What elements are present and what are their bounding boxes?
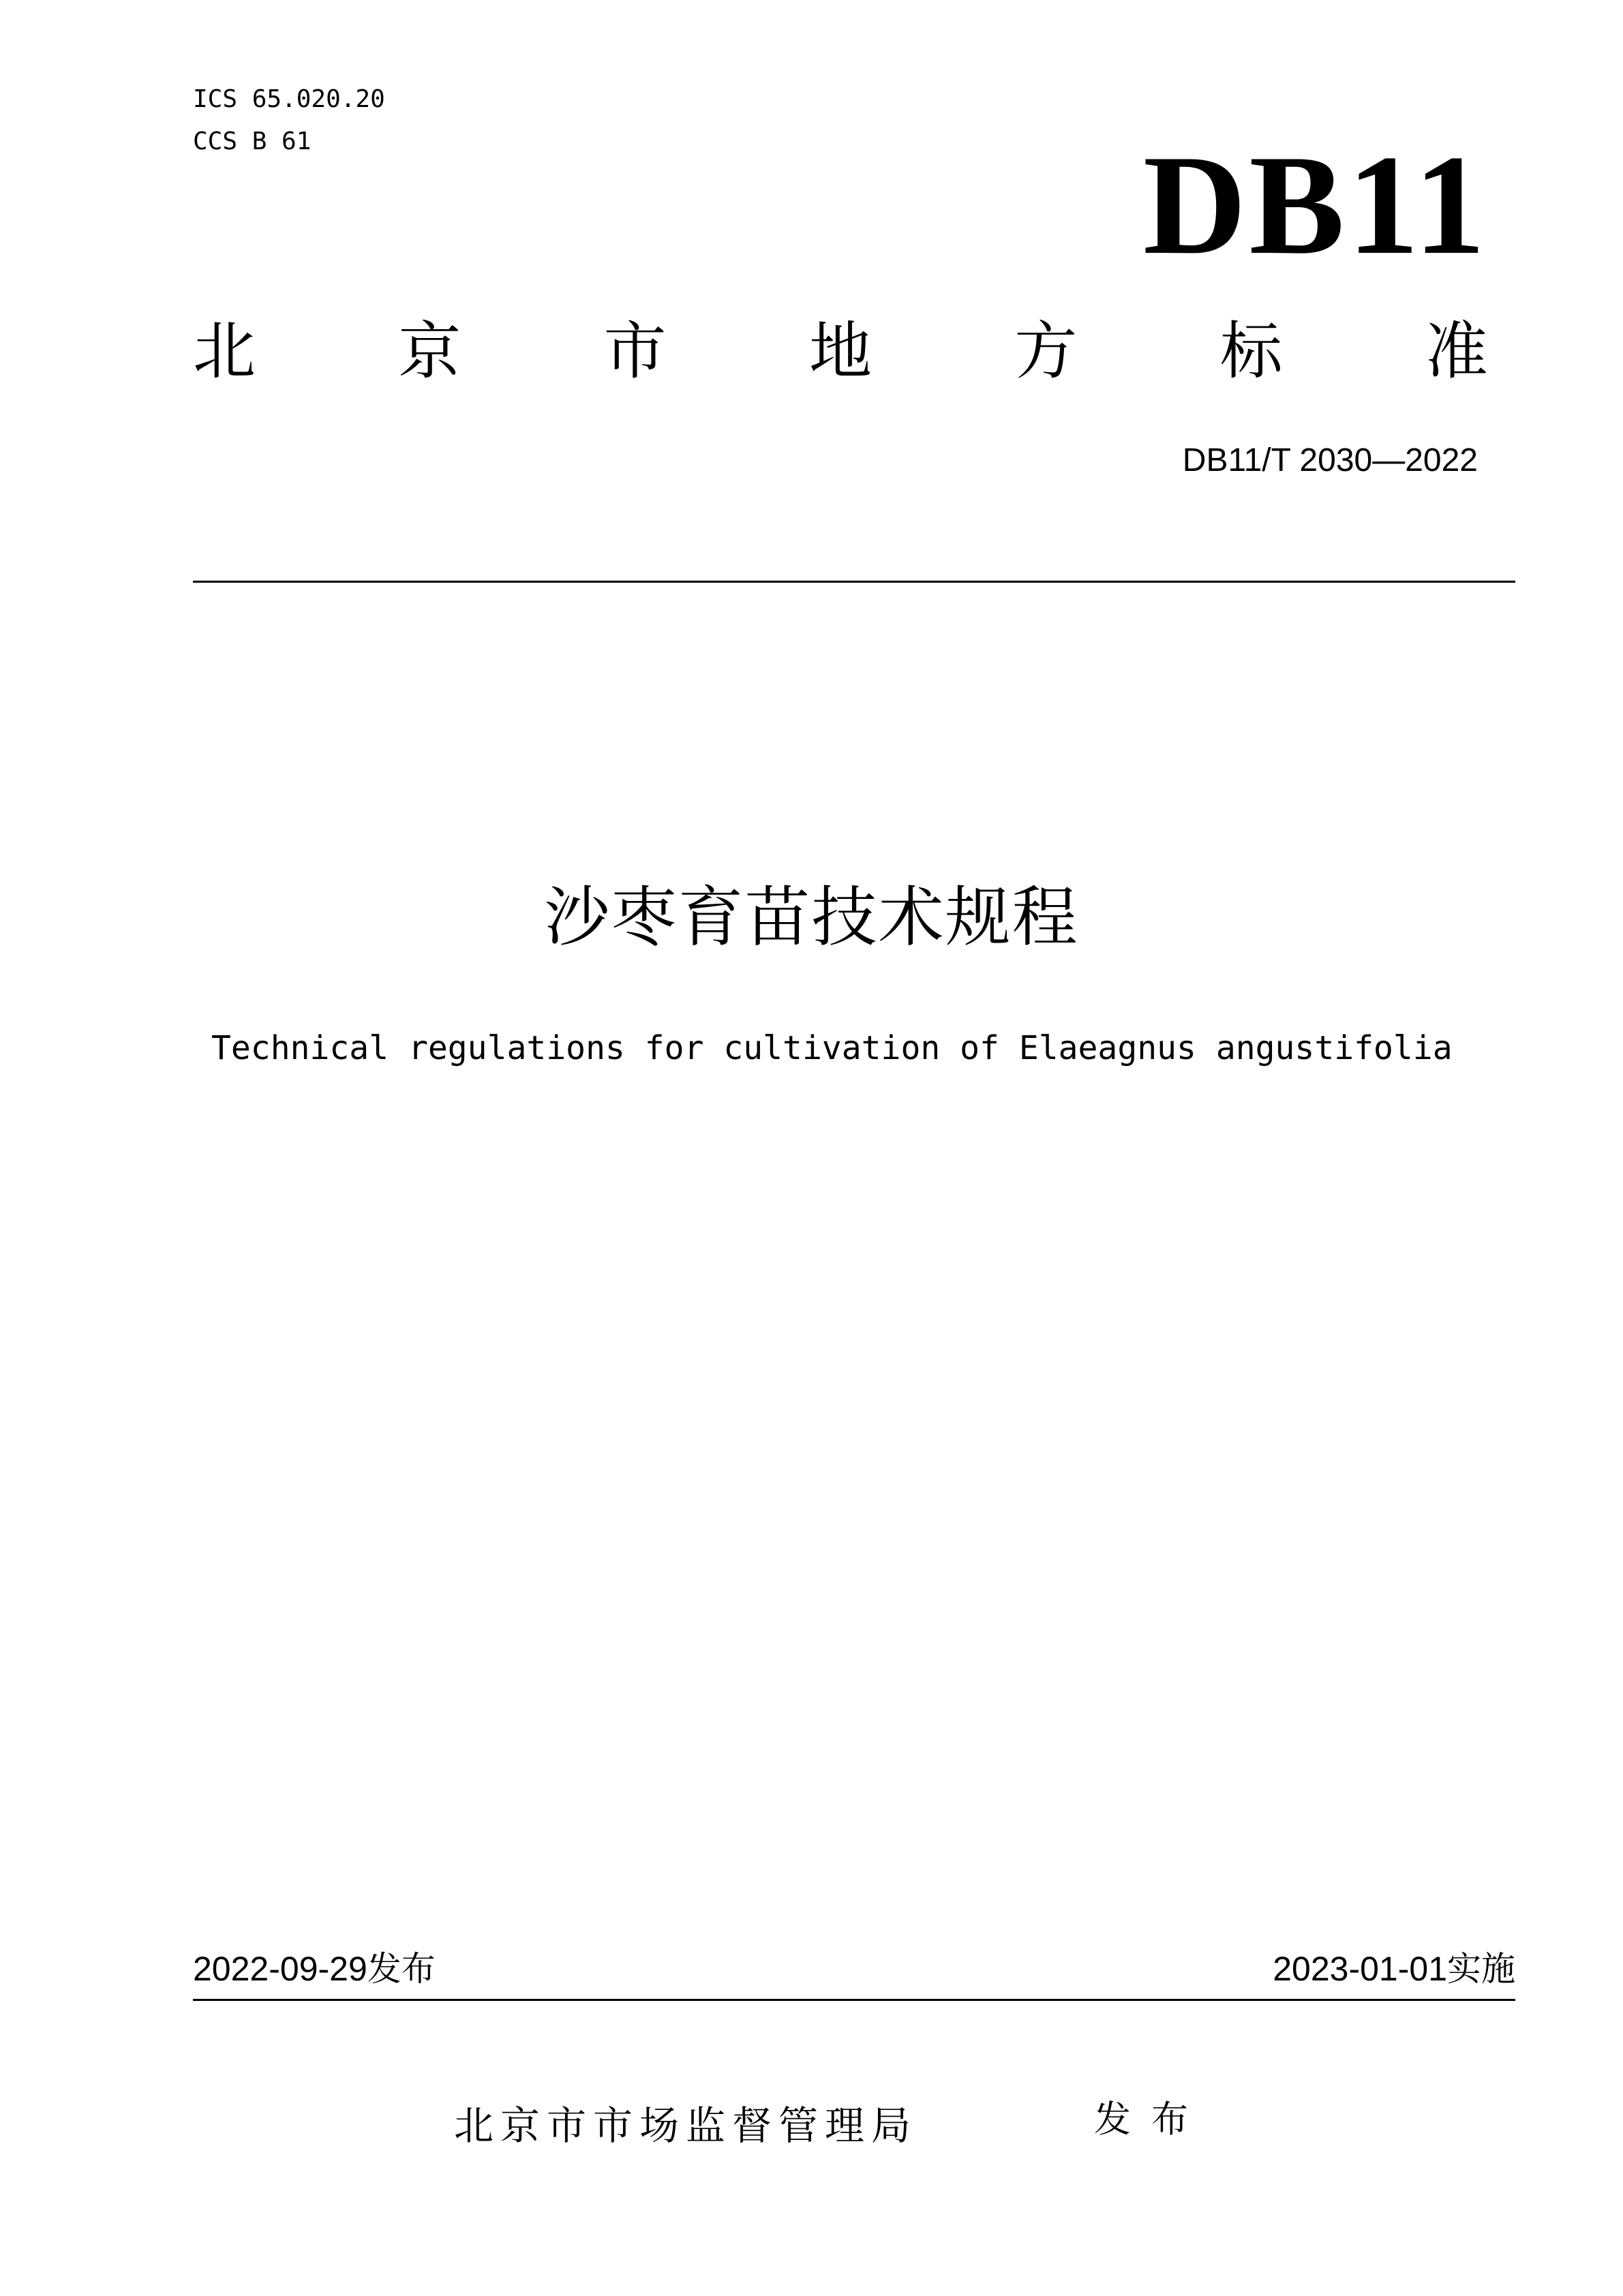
standard-type-char: 地	[808, 315, 872, 388]
issue-date: 2022-09-29	[193, 1950, 367, 1988]
standard-type-char: 方	[1014, 315, 1078, 388]
standard-type-char: 北	[193, 315, 256, 388]
issuing-action: 发布	[1094, 2098, 1209, 2141]
issue-date-line	[193, 1949, 436, 1989]
document-title-zh: 沙枣育苗技术规程	[544, 879, 1079, 955]
issue-label: 发布	[367, 1949, 436, 1989]
standard-type-heading	[193, 315, 1488, 388]
standard-type-char: 标	[1219, 315, 1283, 388]
implementation-date: 2023-01-01	[1273, 1950, 1447, 1988]
implementation-label: 实施	[1447, 1949, 1515, 1989]
standard-mark: DB11	[1142, 126, 1488, 284]
standard-number: DB11/T 2030—2022	[1182, 442, 1478, 478]
document-title-en: Technical regulations for cultivation of Elaeagnus angustifolia	[211, 1029, 1453, 1067]
header-divider	[193, 581, 1515, 583]
standard-type-char: 准	[1425, 315, 1488, 388]
issuing-authority: 北京市市场监督管理局	[454, 2102, 918, 2149]
standard-type-char: 京	[398, 315, 461, 388]
ccs-code: CCS B 61	[193, 127, 312, 155]
standard-type-char: 市	[603, 315, 667, 388]
ics-code: ICS 65.020.20	[193, 85, 385, 113]
implementation-date-line	[1273, 1949, 1515, 1989]
footer-divider	[193, 1999, 1515, 2001]
